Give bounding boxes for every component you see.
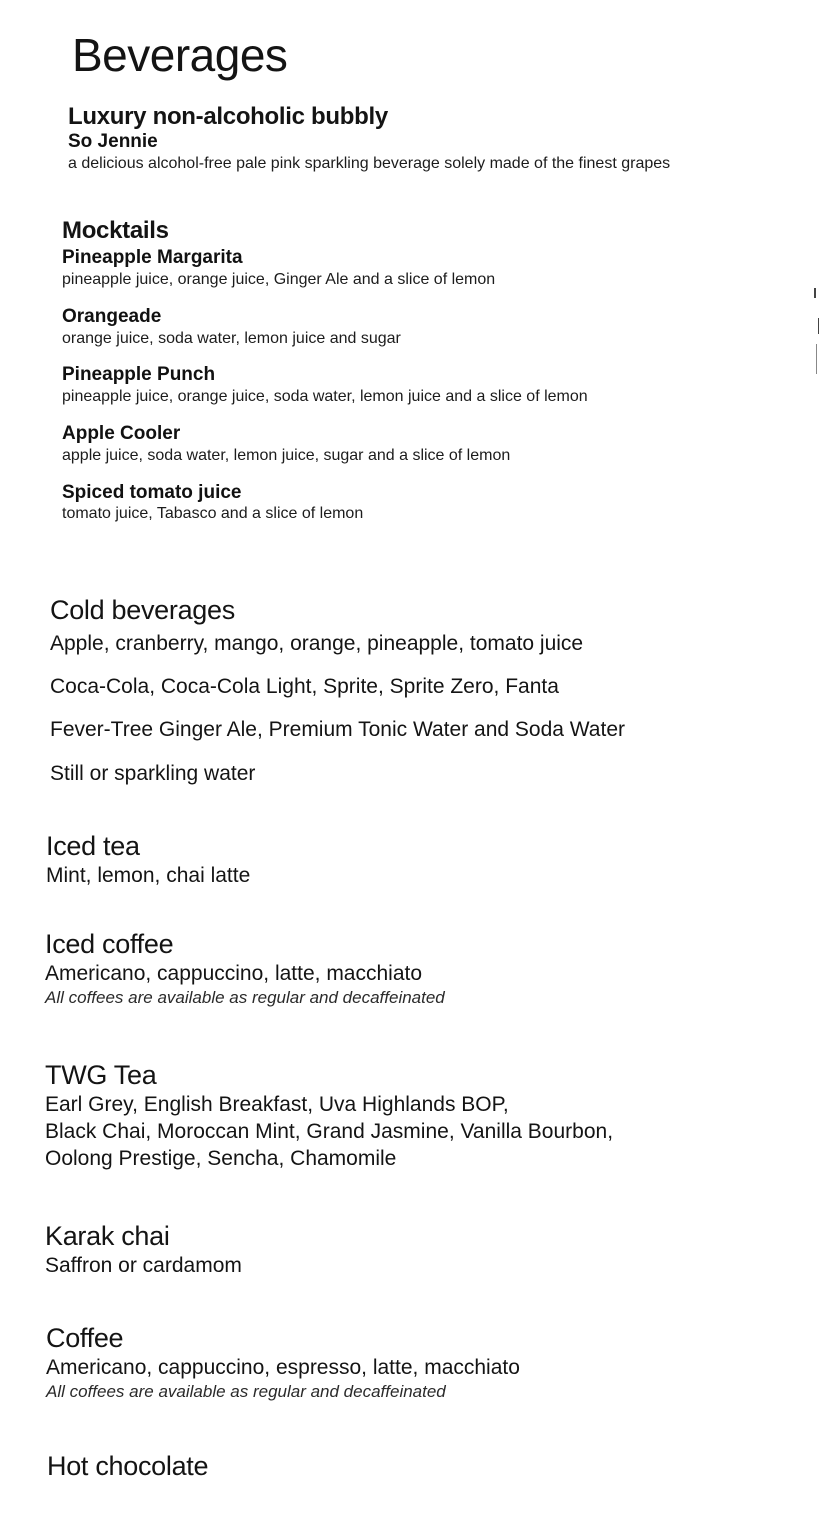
page-title: Beverages (72, 29, 288, 81)
section-cold-beverages (50, 596, 625, 787)
item-name: Orangeade (62, 305, 162, 327)
section-hot-chocolate (47, 1452, 208, 1482)
item-desc: orange juice, soda water, lemon juice and sugar (62, 329, 401, 347)
list-item (62, 305, 588, 350)
list-item (62, 246, 588, 291)
item-desc: pineapple juice, orange juice, soda water, lemon juice and a slice of lemon (62, 388, 588, 406)
scan-mark (816, 344, 817, 374)
section-mocktails (62, 218, 588, 539)
list-item: Coca-Cola, Coca-Cola Light, Sprite, Sprite Zero, Fanta (50, 674, 559, 698)
section-heading-twg: TWG Tea (45, 1060, 157, 1090)
section-heading-coffee: Coffee (46, 1323, 124, 1353)
section-heading-luxury: Luxury non-alcoholic bubbly (68, 103, 388, 130)
item-desc: tomato juice, Tabasco and a slice of lemon (62, 505, 364, 523)
scan-mark (818, 318, 819, 334)
list-item: Still or sparkling water (50, 761, 256, 785)
list-item (62, 481, 588, 526)
section-luxury (68, 104, 670, 175)
note: All coffees are available as regular and decaffeinated (46, 1381, 446, 1401)
list-item: Earl Grey, English Breakfast, Uva Highlands BOP, (45, 1092, 509, 1116)
item-desc: apple juice, soda water, lemon juice, sugar and a slice of lemon (62, 446, 511, 464)
section-heading-iced-coffee: Iced coffee (45, 929, 174, 959)
list-item: Mint, lemon, chai latte (46, 863, 251, 887)
section-iced-tea (46, 832, 250, 889)
section-heading-mocktails: Mocktails (62, 217, 169, 244)
section-twg-tea (45, 1061, 613, 1173)
item-name: Apple Cooler (62, 423, 181, 445)
item-name: Pineapple Margarita (62, 247, 243, 269)
list-item: Oolong Prestige, Sencha, Chamomile (45, 1147, 397, 1171)
list-item: Saffron or cardamom (45, 1253, 242, 1277)
list-item: Fever-Tree Ginger Ale, Premium Tonic Water and Soda Water (50, 718, 625, 742)
scan-mark (814, 288, 816, 298)
item-name: So Jennie (68, 131, 158, 153)
section-coffee (46, 1324, 520, 1403)
item-desc: a delicious alcohol-free pale pink sparkling beverage solely made of the finest grapes (68, 155, 671, 173)
list-item: Black Chai, Moroccan Mint, Grand Jasmine, Vanilla Bourbon, (45, 1119, 614, 1143)
section-heading-iced-tea: Iced tea (46, 831, 140, 861)
item-desc: pineapple juice, orange juice, Ginger Ale and a slice of lemon (62, 271, 496, 289)
list-item: Americano, cappuccino, latte, macchiato (45, 961, 423, 985)
section-heading-hot-chocolate: Hot chocolate (47, 1451, 209, 1481)
list-item (62, 363, 588, 408)
item-name: Spiced tomato juice (62, 481, 242, 503)
list-item: Apple, cranberry, mango, orange, pineapple, tomato juice (50, 631, 584, 655)
note: All coffees are available as regular and decaffeinated (45, 987, 445, 1007)
section-heading-karak: Karak chai (45, 1221, 170, 1251)
list-item: Americano, cappuccino, espresso, latte, macchiato (46, 1355, 520, 1379)
item-name: Pineapple Punch (62, 364, 216, 386)
list-item (62, 422, 588, 467)
section-iced-coffee (45, 930, 445, 1009)
section-karak-chai (45, 1222, 242, 1279)
section-heading-cold: Cold beverages (50, 595, 235, 625)
